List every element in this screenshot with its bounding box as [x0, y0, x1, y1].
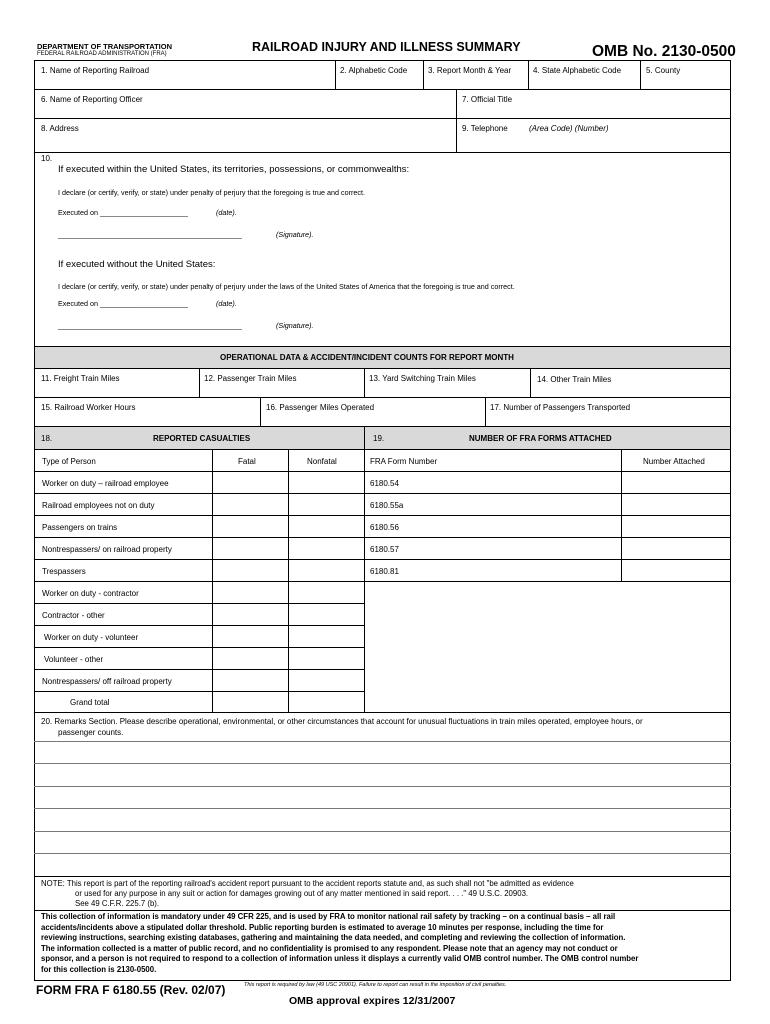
us-signature-line[interactable]: ______________________________________________ — [58, 230, 242, 239]
field-county[interactable]: 5. County — [646, 66, 681, 75]
grand-total-label: Grand total — [70, 698, 110, 707]
field-state-alphabetic-code[interactable]: 4. State Alphabetic Code — [533, 66, 622, 75]
field-address[interactable]: 8. Address — [41, 124, 79, 133]
burden-line: accidents/incidents above a stipulated dollar threshold. Public reporting burden is estimated to average 10 minutes per response, including the time for — [41, 922, 604, 932]
casualty-row-label: Passengers on trains — [42, 523, 118, 532]
field-freight-train-miles[interactable]: 11. Freight Train Miles — [41, 374, 120, 383]
omb-expiration: OMB approval expires 12/31/2007 — [289, 995, 456, 1007]
field-alphabetic-code[interactable]: 2. Alphabetic Code — [340, 66, 408, 75]
col-number-attached: Number Attached — [643, 457, 705, 466]
field-report-month-year[interactable]: 3. Report Month & Year — [428, 66, 512, 75]
law-note: This report is required by law (49 USC 20901). Failure to report can result in the imposition of civil penalties. — [244, 982, 507, 988]
legal-note-line: or used for any purpose in any suit or action for damages growing out of any matter mentioned in said report. . . ." 49 U.S.C. 20903. — [75, 889, 529, 898]
fra-form-row: 6180.56 — [370, 523, 399, 532]
casualty-row-label: Nontrespassers/ on railroad property — [42, 545, 172, 554]
operational-heading: OPERATIONAL DATA & ACCIDENT/INCIDENT COUNTS FOR REPORT MONTH — [220, 353, 514, 362]
burden-line: reviewing instructions, searching existing databases, gathering and maintaining the data needed, and completing and reviewing the collection of information. — [41, 933, 626, 942]
remarks-heading: 20. Remarks Section. Please describe operational, environmental, or other circumstances that account for unusual fluctuations in train miles operated, employee hours, or — [41, 717, 643, 726]
department-name: DEPARTMENT OF TRANSPORTATION — [37, 42, 172, 51]
casualty-row-label: Railroad employees not on duty — [42, 501, 155, 510]
casualty-row-label: Worker on duty – railroad employee — [42, 479, 169, 488]
us-date-label: (date). — [216, 208, 237, 217]
non-us-declaration-text: I declare (or certify, verify, or state) under penalty of perjury under the laws of the United States of America that the foregoing is true and correct. — [58, 282, 515, 291]
forms-heading: NUMBER OF FRA FORMS ATTACHED — [469, 434, 612, 443]
col-fatal: Fatal — [238, 457, 256, 466]
us-declaration-text: I declare (or certify, verify, or state) under penalty of perjury that the foregoing is true and correct. — [58, 188, 365, 197]
field-telephone[interactable]: 9. Telephone — [462, 124, 508, 133]
telephone-hint: (Area Code) (Number) — [529, 124, 609, 133]
remarks-area[interactable] — [35, 742, 730, 875]
burden-line: This collection of information is mandatory under 49 CFR 225, and is used by FRA to monitor national rail safety by tracking – on a continual basis – all rail — [41, 912, 616, 921]
us-declaration-heading: If executed within the United States, its territories, possessions, or commonwealths: — [58, 164, 410, 175]
non-us-executed-on[interactable]: Executed on ______________________ — [58, 299, 188, 308]
non-us-signature-line[interactable]: ______________________________________________ — [58, 321, 242, 330]
us-signature-label: (Signature). — [276, 230, 314, 239]
fra-form-row: 6180.57 — [370, 545, 399, 554]
burden-statement — [41, 912, 727, 975]
declaration-number: 10. — [41, 154, 53, 163]
non-us-signature-label: (Signature). — [276, 321, 314, 330]
field-railroad-worker-hours[interactable]: 15. Railroad Worker Hours — [41, 403, 136, 412]
field-passenger-miles-operated[interactable]: 16. Passenger Miles Operated — [266, 403, 375, 412]
form-title: RAILROAD INJURY AND ILLNESS SUMMARY — [252, 40, 521, 54]
legal-note-line: See 49 C.F.R. 225.7 (b). — [75, 899, 160, 908]
casualty-row-label: Volunteer - other — [44, 655, 104, 664]
casualty-row-label: Worker on duty - contractor — [42, 589, 139, 598]
casualty-row-label: Trespassers — [42, 567, 86, 576]
casualties-heading: REPORTED CASUALTIES — [153, 434, 251, 443]
form-number: FORM FRA F 6180.55 (Rev. 02/07) — [36, 983, 226, 997]
burden-line: The information collected is a matter of public record, and no confidentiality is promised to any respondent. Please note that an agency may not conduct or — [41, 943, 618, 953]
fra-form-row: 6180.54 — [370, 479, 399, 488]
burden-line: sponsor, and a person is not required to respond to a collection of information unless it displays a currently valid OMB control number. The OMB control number — [41, 954, 639, 963]
field-reporting-railroad[interactable]: 1. Name of Reporting Railroad — [41, 66, 150, 75]
field-official-title[interactable]: 7. Official Title — [462, 95, 513, 104]
non-us-declaration-heading: If executed without the United States: — [58, 259, 216, 270]
administration-name: FEDERAL RAILROAD ADMINISTRATION (FRA) — [37, 51, 167, 57]
fra-form-row: 6180.81 — [370, 567, 399, 576]
remarks-heading-cont: passenger counts. — [58, 728, 124, 737]
field-reporting-officer[interactable]: 6. Name of Reporting Officer — [41, 95, 143, 104]
field-passenger-train-miles[interactable]: 12. Passenger Train Miles — [204, 374, 297, 383]
field-other-train-miles[interactable]: 14. Other Train Miles — [537, 375, 612, 384]
col-nonfatal: Nonfatal — [307, 457, 337, 466]
field-yard-switching-miles[interactable]: 13. Yard Switching Train Miles — [369, 374, 476, 383]
field-passengers-transported[interactable]: 17. Number of Passengers Transported — [490, 403, 631, 412]
burden-line: for this collection is 2130-0500. — [41, 964, 157, 974]
casualty-row-label: Worker on duty - volunteer — [44, 633, 139, 642]
col-fra-form-number: FRA Form Number — [370, 457, 438, 466]
casualties-number: 18. — [41, 434, 53, 443]
us-executed-on[interactable]: Executed on ______________________ — [58, 208, 188, 217]
legal-note-line: NOTE: This report is part of the reporting railroad's accident report pursuant to the accident reports statute and, as such shall not "be admitted as evidence — [41, 879, 574, 888]
col-type-of-person: Type of Person — [42, 457, 96, 466]
casualty-row-label: Contractor - other — [42, 611, 105, 620]
legal-note — [41, 879, 727, 909]
casualty-row-label: Nontrespassers/ off railroad property — [42, 677, 172, 686]
omb-number: OMB No. 2130-0500 — [592, 43, 736, 60]
non-us-date-label: (date). — [216, 299, 237, 308]
fra-form-row: 6180.55a — [370, 501, 404, 510]
forms-number: 19. — [373, 434, 385, 443]
